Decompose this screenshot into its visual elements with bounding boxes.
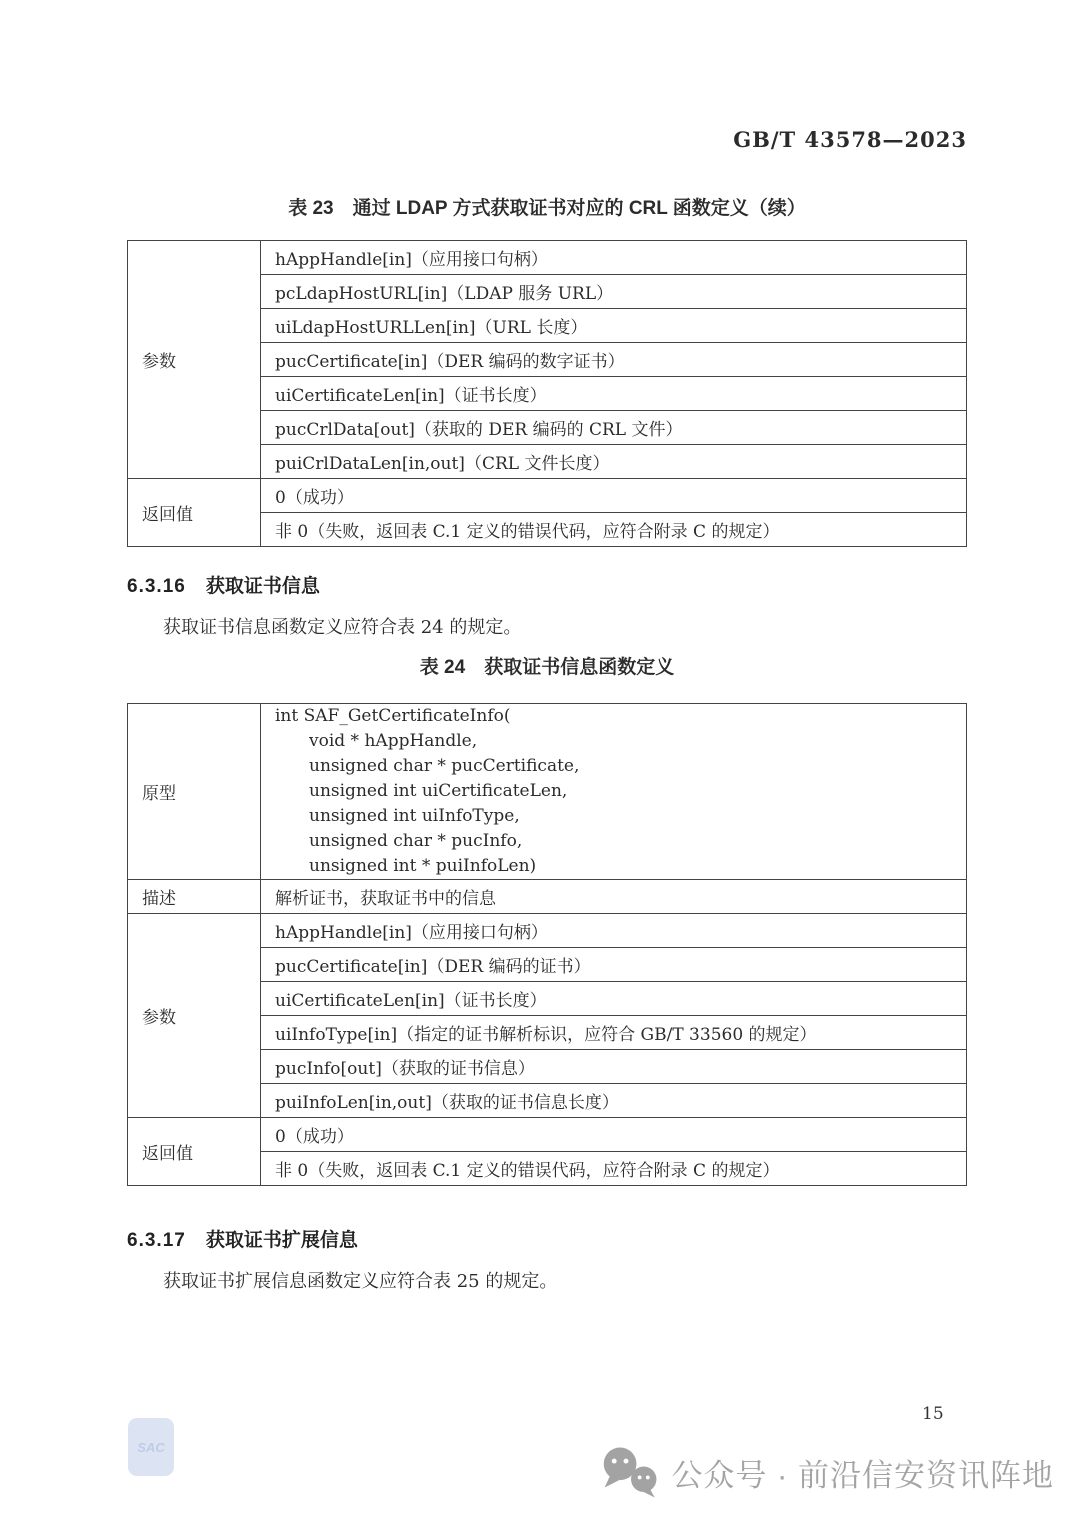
section-body-6-3-16: 获取证书信息函数定义应符合表 24 的规定。	[163, 617, 522, 638]
code-line: unsigned int uiCertificateLen,	[309, 781, 568, 801]
code-line: unsigned char * pucCertificate,	[309, 756, 580, 776]
code-line: int SAF_GetCertificateInfo(	[275, 706, 511, 726]
table24-prototype-label: 原型	[128, 704, 261, 880]
table-cell: pucInfo[out]（获取的证书信息）	[261, 1050, 967, 1084]
table24-title: 表 24 获取证书信息函数定义	[419, 657, 675, 678]
table-row	[128, 1118, 967, 1152]
table-cell: hAppHandle[in]（应用接口句柄）	[261, 241, 967, 275]
code-line: void * hAppHandle,	[309, 731, 478, 751]
section-body-6-3-17: 获取证书扩展信息函数定义应符合表 25 的规定。	[163, 1271, 558, 1292]
table24-params-label: 参数	[128, 914, 261, 1118]
table-cell: pucCertificate[in]（DER 编码的数字证书）	[261, 343, 967, 377]
page-number: 15	[922, 1404, 944, 1424]
code-line: unsigned char * pucInfo,	[309, 831, 523, 851]
code-line: unsigned int * puiInfoLen)	[309, 856, 537, 876]
section-number: 6.3.17	[127, 1230, 186, 1251]
table24	[127, 703, 967, 1186]
table-cell: hAppHandle[in]（应用接口句柄）	[261, 914, 967, 948]
section-number: 6.3.16	[127, 576, 186, 597]
table-cell: pucCrlData[out]（获取的 DER 编码的 CRL 文件）	[261, 411, 967, 445]
table23-params-label: 参数	[128, 241, 261, 479]
section-heading-6-3-17	[127, 1225, 358, 1252]
table-cell: puiInfoLen[in,out]（获取的证书信息长度）	[261, 1084, 967, 1118]
standard-number-header: GB/T 43578—2023	[733, 127, 967, 152]
table-row	[128, 479, 967, 513]
table-cell: 解析证书，获取证书中的信息	[261, 880, 967, 914]
table23-returns-label: 返回值	[128, 479, 261, 547]
table-cell: 0（成功）	[261, 1118, 967, 1152]
table-cell: uiLdapHostURLLen[in]（URL 长度）	[261, 309, 967, 343]
table-row	[128, 241, 967, 275]
table-cell: uiCertificateLen[in]（证书长度）	[261, 982, 967, 1016]
table-cell: 非 0（失败，返回表 C.1 定义的错误代码，应符合附录 C 的规定）	[261, 1152, 967, 1186]
watermark	[601, 1446, 1054, 1498]
table-row	[128, 880, 967, 914]
code-line: unsigned int uiInfoType,	[309, 806, 520, 826]
prototype-code-cell	[261, 704, 967, 880]
table-row	[128, 704, 967, 880]
table24-returns-label: 返回值	[128, 1118, 261, 1186]
table-cell: pcLdapHostURL[in]（LDAP 服务 URL）	[261, 275, 967, 309]
table24-description-label: 描述	[128, 880, 261, 914]
table23	[127, 240, 967, 547]
table-cell: 非 0（失败，返回表 C.1 定义的错误代码，应符合附录 C 的规定）	[261, 513, 967, 547]
table-cell: 0（成功）	[261, 479, 967, 513]
table-cell: pucCertificate[in]（DER 编码的证书）	[261, 948, 967, 982]
section-title: 获取证书信息	[205, 576, 320, 597]
section-heading-6-3-16	[127, 571, 320, 598]
table-row	[128, 914, 967, 948]
table23-title: 表 23 通过 LDAP 方式获取证书对应的 CRL 函数定义（续）	[288, 198, 806, 219]
table-cell: puiCrlDataLen[in,out]（CRL 文件长度）	[261, 445, 967, 479]
section-title: 获取证书扩展信息	[205, 1230, 358, 1251]
table-cell: uiCertificateLen[in]（证书长度）	[261, 377, 967, 411]
table-cell: uiInfoType[in]（指定的证书解析标识，应符合 GB/T 33560 的规定）	[261, 1016, 967, 1050]
watermark-text: 公众号 · 前沿信安资讯阵地	[671, 1457, 1054, 1493]
wechat-bubbles-icon	[601, 1446, 661, 1498]
sac-watermark-logo: SAC	[128, 1418, 174, 1476]
